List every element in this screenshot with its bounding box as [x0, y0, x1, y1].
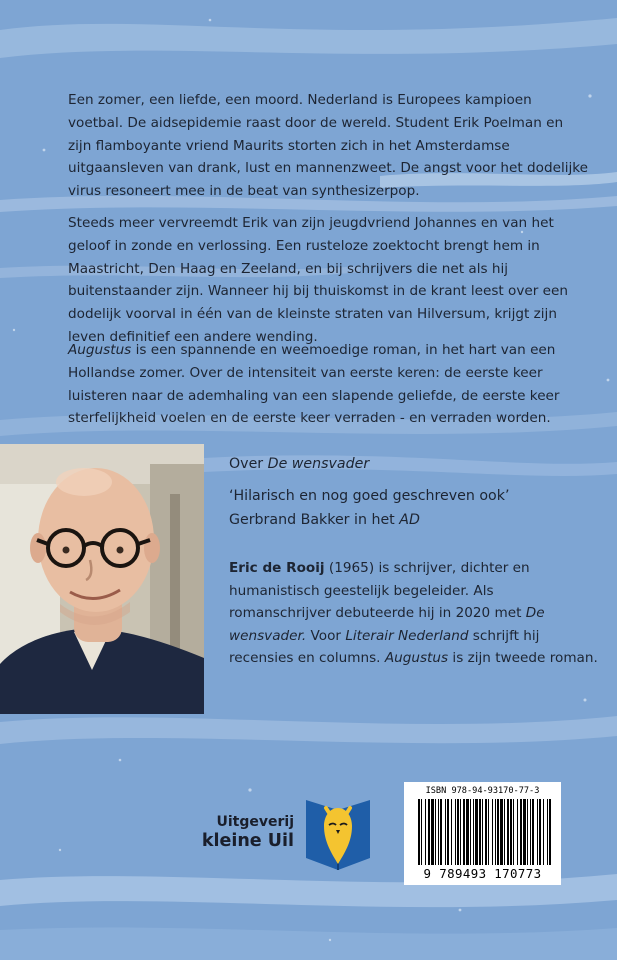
quote-source-prefix: Gerbrand Bakker in het	[229, 512, 400, 528]
barcode-bar	[500, 799, 503, 865]
barcode-bar	[466, 799, 469, 865]
blurb-paragraph-1: Een zomer, een liefde, een moord. Nederland is Europees kampioen voetbal. De aidsepidemie raast door de wereld. Student Erik Poelman en zijn flamboyante vriend Maurits storten zich in het Amsterdamse uitgaansleven van drank, lust en mannenzweet. De angst voor het dodelijke virus resoneert mee in de beat van synthesizerpop.	[68, 92, 589, 200]
barcode-bar	[517, 799, 518, 865]
barcode-bar	[513, 799, 514, 865]
barcode-bar	[475, 799, 478, 865]
barcode-panel	[404, 782, 561, 885]
barcode-bar	[438, 799, 439, 865]
paragraph-3-text: is een spannende en weemoedige roman, in het hart van een Hollandse zomer. Over de intensiteit van eerste keren: de eerste keer luisteren naar de ademhaling van een slapende geliefde, de eerste keer sterfelijkheid voelen en de eerste keer verraden - en verraden worden.	[68, 342, 560, 427]
barcode-bar	[504, 799, 505, 865]
barcode-bars	[418, 799, 552, 865]
barcode-bar	[482, 799, 483, 865]
barcode-bar	[497, 799, 499, 865]
barcode-bar	[418, 799, 420, 865]
barcode-bar	[485, 799, 487, 865]
press-quote: ‘Hilarisch en nog goed geschreven ook’	[229, 488, 510, 504]
quote-source	[229, 509, 599, 532]
barcode-bar	[479, 799, 481, 865]
bio-text-3: schrijft hij recensies en columns.	[229, 627, 540, 667]
publisher-line-2b: Uil	[267, 831, 294, 851]
bio-book-1: De wensvader.	[229, 605, 545, 644]
barcode-bar	[428, 799, 430, 865]
barcode-bar	[520, 799, 522, 865]
barcode-bar	[451, 799, 452, 865]
barcode-bar	[495, 799, 496, 865]
publisher-name	[194, 813, 294, 851]
quote-source-paper: AD	[399, 512, 420, 528]
over-label: Over	[229, 456, 268, 472]
author-name: Eric de Rooij	[229, 560, 325, 576]
bio-book-2: Augustus	[384, 650, 449, 667]
barcode-bar	[455, 799, 456, 865]
barcode-bar	[440, 799, 442, 865]
owl-book-logo-icon	[302, 792, 374, 876]
author-bio	[229, 557, 599, 670]
barcode-bar	[523, 799, 526, 865]
quote-intro	[229, 453, 599, 476]
barcode-number: 9 789493 170773	[423, 866, 542, 881]
barcode-bar	[445, 799, 446, 865]
barcode-bar	[547, 799, 548, 865]
barcode-bar	[539, 799, 541, 865]
barcode-bar	[431, 799, 434, 865]
barcode-bar	[447, 799, 449, 865]
publisher-line-2a: kleine	[201, 831, 268, 851]
barcode-bar	[473, 799, 474, 865]
barcode-bar	[425, 799, 426, 865]
barcode-bar	[492, 799, 493, 865]
bio-text-1: (1965) is schrijver, dichter en humanistisch geestelijk begeleider. Als romanschrijver debuteerde hij in 2020 met	[229, 560, 530, 622]
isbn-label: ISBN 978-94-93170-77-3	[425, 786, 540, 796]
barcode-bar	[549, 799, 551, 865]
barcode-bar	[488, 799, 489, 865]
blurb-paragraph-2: Steeds meer vervreemdt Erik van zijn jeugdvriend Johannes en van het geloof in zonde en verlossing. Een rusteloze zoektocht brengt hem in Maastricht, Den Haag en Zeeland, en bij schrijvers die net als hij buitenstaander zijn. Wanneer hij bij thuiskomst in de krant leest over een dodelijk voorval in één van de kleinste straten van Hilversum, krijgt zijn leven definitief een andere wending.	[68, 215, 569, 345]
book-title-italic: Augustus	[68, 342, 132, 358]
bio-text-2: Voor	[306, 627, 346, 644]
barcode-bar	[510, 799, 512, 865]
barcode-bar	[460, 799, 461, 865]
blurb-paragraph-3	[68, 339, 590, 430]
barcode-bar	[435, 799, 436, 865]
barcode-bar	[537, 799, 538, 865]
barcode-bar	[470, 799, 471, 865]
barcode-bar	[507, 799, 509, 865]
publisher-line-2	[194, 832, 294, 851]
publisher-line-1: Uitgeverij	[216, 814, 294, 830]
author-photo	[0, 444, 204, 714]
barcode-bar	[543, 799, 544, 865]
bio-text-4: is zijn tweede roman.	[448, 650, 598, 667]
barcode-bar	[421, 799, 422, 865]
barcode-bar	[527, 799, 528, 865]
barcode-bar	[532, 799, 534, 865]
quoted-book-title: De wensvader	[267, 456, 370, 472]
barcode-bar	[457, 799, 459, 865]
barcode-bar	[530, 799, 531, 865]
barcode-bar	[463, 799, 465, 865]
bio-magazine: Literair Nederland	[345, 627, 469, 644]
